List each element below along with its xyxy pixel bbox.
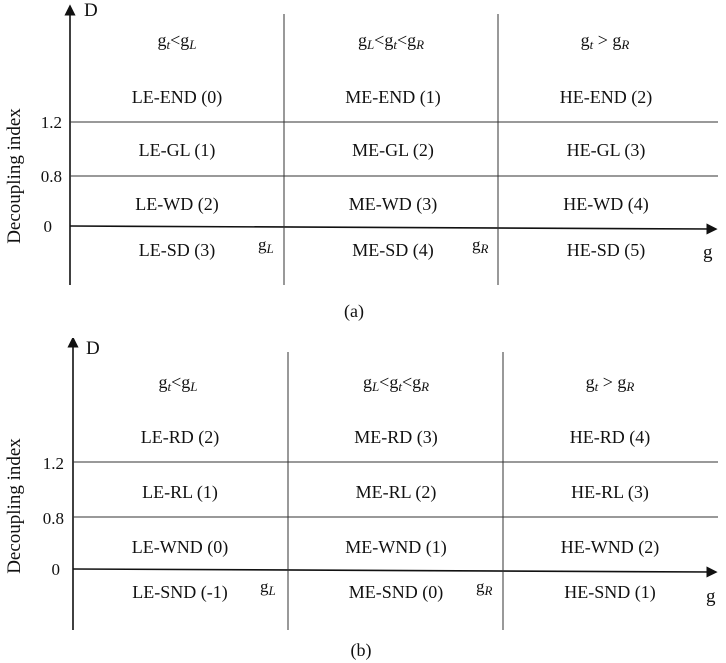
x-axis <box>70 226 712 229</box>
cell-le-rl: LE-RL (1) <box>142 482 218 502</box>
d-label: D <box>86 338 100 359</box>
d-label: D <box>84 0 98 21</box>
cell-le-wd: LE-WD (2) <box>135 194 219 214</box>
g-l-marker: gL <box>258 235 274 256</box>
cell-le-snd: LE-SND (-1) <box>132 582 228 602</box>
header-mid: gL<gt<gR <box>357 30 425 52</box>
cell-le-rd: LE-RD (2) <box>140 427 220 447</box>
header-low: gt<gL <box>157 30 197 52</box>
tick-0: 0 <box>51 560 60 579</box>
panel-a <box>0 0 726 330</box>
cell-he-gl: HE-GL (3) <box>566 140 646 160</box>
cell-me-end: ME-END (1) <box>345 87 441 107</box>
cell-he-end: HE-END (2) <box>559 87 653 107</box>
cell-me-snd: ME-SND (0) <box>348 582 444 602</box>
panel-b <box>0 338 726 663</box>
cell-le-end: LE-END (0) <box>131 87 223 107</box>
cell-me-rl: ME-RL (2) <box>355 482 437 502</box>
cell-he-sd: HE-SD (5) <box>566 240 646 260</box>
cell-me-wnd: ME-WND (1) <box>345 537 447 557</box>
g-r-marker: gR <box>472 235 489 256</box>
g-label: g <box>703 242 713 263</box>
g-r-marker: gR <box>476 577 493 598</box>
header-low: gt<gL <box>158 372 198 394</box>
cell-he-snd: HE-SND (1) <box>564 582 656 602</box>
cell-le-gl: LE-GL (1) <box>138 140 216 160</box>
cell-he-rd: HE-RD (4) <box>569 427 651 447</box>
tick-0-8: 0.8 <box>40 167 62 186</box>
caption-a: (a) <box>344 301 364 321</box>
tick-1-2: 1.2 <box>40 113 62 132</box>
cell-me-gl: ME-GL (2) <box>352 140 434 160</box>
y-axis-label: Decoupling index <box>4 438 25 574</box>
cell-he-wd: HE-WD (4) <box>563 194 649 214</box>
x-axis <box>73 569 712 572</box>
cell-he-rl: HE-RL (3) <box>571 482 649 502</box>
cell-le-sd: LE-SD (3) <box>138 240 216 260</box>
tick-0-8: 0.8 <box>42 509 64 528</box>
g-l-marker: gL <box>260 577 276 598</box>
caption-b: (b) <box>350 640 372 660</box>
cell-le-wnd: LE-WND (0) <box>131 537 229 557</box>
header-high: gt > gR <box>580 30 630 52</box>
header-high: gt > gR <box>585 372 635 394</box>
y-axis-label: Decoupling index <box>4 108 25 244</box>
header-mid: gL<gt<gR <box>362 372 430 394</box>
tick-0: 0 <box>43 217 52 236</box>
tick-1-2: 1.2 <box>42 454 64 473</box>
cell-me-sd: ME-SD (4) <box>352 240 434 260</box>
cell-me-wd: ME-WD (3) <box>348 194 438 214</box>
g-label: g <box>706 586 716 607</box>
cell-he-wnd: HE-WND (2) <box>560 537 660 557</box>
cell-me-rd: ME-RD (3) <box>354 427 438 447</box>
